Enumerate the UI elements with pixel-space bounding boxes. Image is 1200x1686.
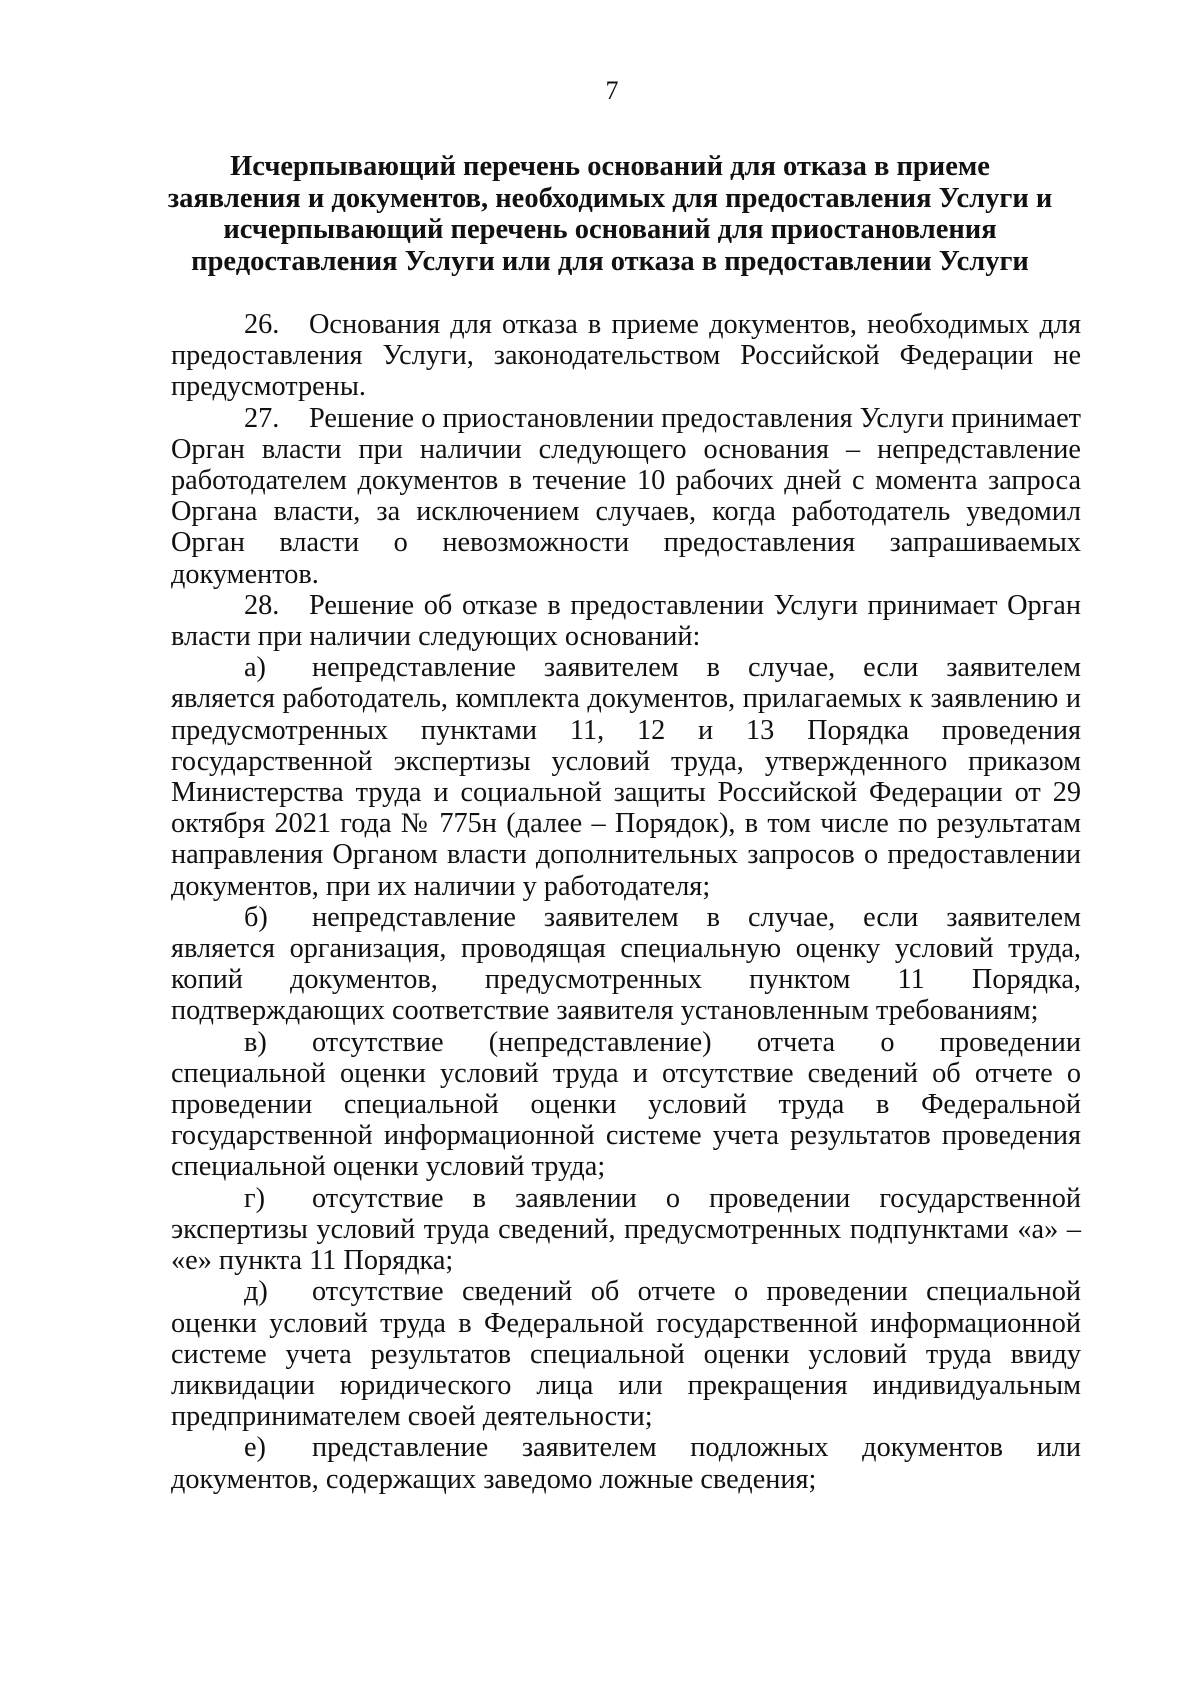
paragraph-number: 28. [244,589,280,621]
paragraph-text: Решение об отказе в предоставлении Услуги принимает Орган власти при наличии следующих оснований: [171,589,1081,653]
subparagraph-letter: д) [244,1276,268,1308]
subparagraph-d [171,1276,1081,1432]
subparagraph-text: отсутствие (непредставление) отчета о проведении специальной оценки условий труда и отсутствие сведений об отчете о проведении специальной оценки условий труда в Федеральной государственной информационной системе учета результатов проведения специальной оценки условий труда; [171,1026,1081,1183]
paragraph-26 [171,309,1081,403]
subparagraph-letter: в) [244,1026,267,1058]
subparagraph-b [171,902,1081,1027]
section-title-line: предоставления Услуги или для отказа в предоставлении Услуги [191,245,1029,277]
paragraph-27 [171,403,1081,590]
section-title-line: исчерпывающий перечень оснований для приостановления [223,214,997,245]
subparagraph-text: представление заявителем подложных документов или документов, содержащих заведомо ложные сведения; [171,1432,1081,1495]
paragraph-text: Основания для отказа в приеме документов, необходимых для предоставления Услуги, законодательством Российской Федерации не предусмотрены. [171,309,1081,403]
subparagraph-a [171,652,1081,902]
section-title-line: Исчерпывающий перечень оснований для отказа в приеме [230,151,990,182]
subparagraph-letter: а) [244,652,266,684]
subparagraph-letter: г) [244,1182,266,1214]
page-number: 7 [605,76,619,105]
document-body [171,309,1081,1495]
subparagraph-letter: е) [244,1432,266,1464]
subparagraph-v [171,1027,1081,1183]
subparagraph-g [171,1183,1081,1277]
subparagraph-text: отсутствие в заявлении о проведении государственной экспертизы условий труда сведений, предусмотренных подпунктами «а» – «е» пункта 11 Порядка; [171,1182,1081,1277]
subparagraph-text: непредставление заявителем в случае, если заявителем является организация, проводящая специальную оценку условий труда, копий документов, предусмотренных пунктом 11 Порядка, подтверждающих соответствие заявителя установленным требованиям; [171,901,1081,1027]
subparagraph-e [171,1432,1081,1494]
subparagraph-letter: б) [244,901,268,933]
paragraph-number: 27. [244,402,280,434]
paragraph-text: Решение о приостановлении предоставления Услуги принимает Орган власти при наличии следующего основания – непредставление работодателем документов в течение 10 рабочих дней с момента запроса Органа власти, за исключением случаев, когда работодатель уведомил Орган власти о невозможности предоставления запрашиваемых документов. [171,402,1081,590]
section-title [160,151,1060,277]
paragraph-28 [171,590,1081,652]
paragraph-number: 26. [244,309,280,340]
subparagraph-text: непредставление заявителем в случае, если заявителем является работодатель, комплекта документов, прилагаемых к заявлению и предусмотренных пунктами 11, 12 и 13 Порядка проведения государственной экспертизы условий труда, утвержденного приказом Министерства труда и социальной защиты Российской Федерации от 29 октября 2021 года № 775н (далее – Порядок), в том числе по результатам направления Органом власти дополнительных запросов о предоставлении документов, при их наличии у работодателя; [171,652,1081,902]
subparagraph-text: отсутствие сведений об отчете о проведении специальной оценки условий труда в Федеральной государственной информационной системе учета результатов специальной оценки условий труда ввиду ликвидации юридического лица или прекращения индивидуальным предпринимателем своей деятельности; [171,1276,1081,1433]
section-title-line: заявления и документов, необходимых для предоставления Услуги и [167,182,1053,214]
